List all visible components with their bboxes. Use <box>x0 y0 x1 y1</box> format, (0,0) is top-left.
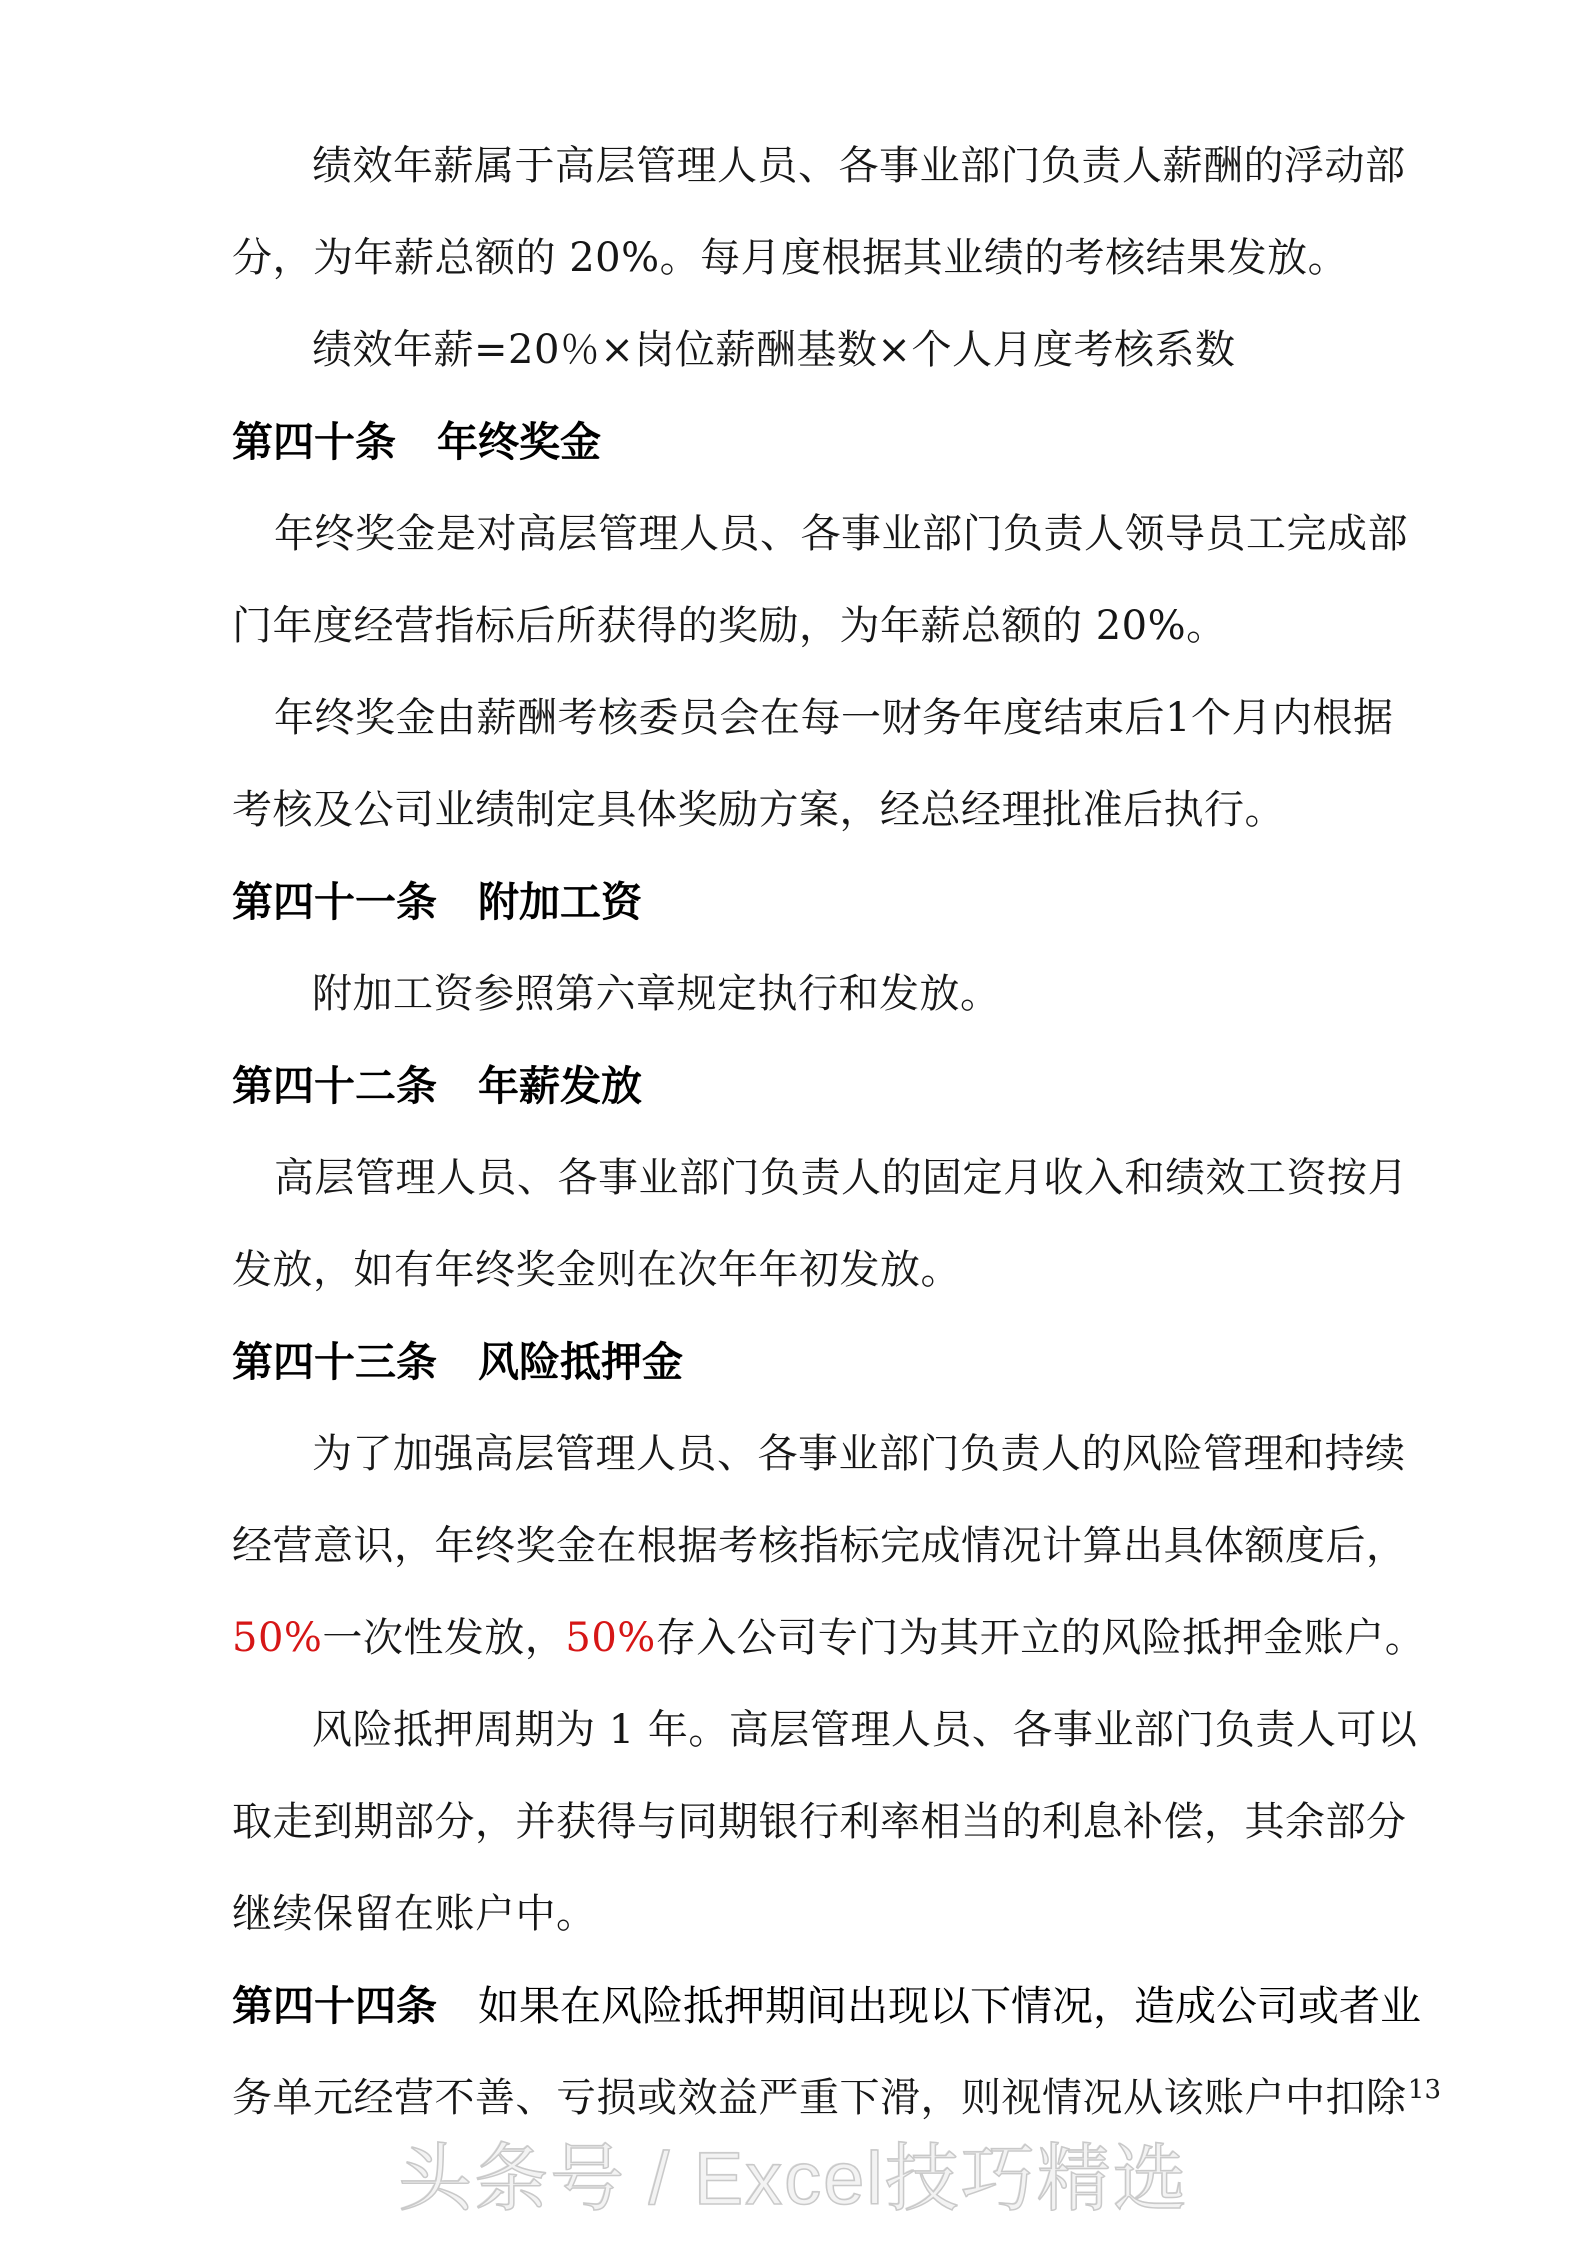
article-44-heading-prefix: 第四十四条 <box>232 1982 437 2030</box>
paragraph-line: 取走到期部分，并获得与同期银行利率相当的利息补偿，其余部分 <box>232 1799 1407 1845</box>
article-42-heading: 第四十二条 年薪发放 <box>232 1062 642 1110</box>
paragraph-line: 为了加强高层管理人员、各事业部门负责人的风险管理和持续 <box>312 1431 1406 1477</box>
paragraph-line: 附加工资参照第六章规定执行和发放。 <box>312 971 1001 1017</box>
article-42 <box>232 1040 1408 1316</box>
formula-line: 绩效年薪=20％×岗位薪酬基数×个人月度考核系数 <box>312 327 1236 373</box>
article-43 <box>232 1316 1426 1960</box>
paragraph-line: 经营意识，年终奖金在根据考核指标完成情况计算出具体额度后， <box>232 1523 1407 1569</box>
article-41-heading: 第四十一条 附加工资 <box>232 878 642 926</box>
article-40-heading: 第四十条 年终奖金 <box>232 418 601 466</box>
percent-highlight-first: 50% <box>232 1615 323 1661</box>
paragraph-line: 务单元经营不善、亏损或效益严重下滑，则视情况从该账户中扣除 <box>232 2075 1407 2121</box>
paragraph-line: 门年度经营指标后所获得的奖励，为年薪总额的 20%。 <box>232 603 1227 649</box>
formula-performance-salary <box>232 304 1352 396</box>
watermark: 头条号 / Excel技巧精选 <box>398 2137 1189 2220</box>
paragraph-line-segment: 一次性发放， <box>322 1615 566 1661</box>
percent-highlight-second: 50% <box>565 1615 656 1661</box>
paragraph-line: 分，为年薪总额的 20%。每月度根据其业绩的考核结果发放。 <box>232 235 1349 281</box>
article-40 <box>232 396 1408 856</box>
article-44-heading-rest: 如果在风险抵押期间出现以下情况，造成公司或者业 <box>437 1982 1421 2030</box>
paragraph-line: 继续保留在账户中。 <box>232 1891 597 1937</box>
paragraph-line-with-highlight <box>232 1592 1426 1684</box>
article-41 <box>232 856 1352 1040</box>
paragraph-line: 风险抵押周期为 1 年。高层管理人员、各事业部门负责人可以 <box>312 1707 1418 1753</box>
article-44-heading <box>232 1960 1421 2052</box>
paragraph-line-segment: 存入公司专门为其开立的风险抵押金账户。 <box>655 1615 1426 1661</box>
article-43-heading: 第四十三条 风险抵押金 <box>232 1338 683 1386</box>
paragraph-line: 年终奖金由薪酬考核委员会在每一财务年度结束后1个月内根据 <box>274 695 1394 741</box>
paragraph-line: 年终奖金是对高层管理人员、各事业部门负责人领导员工完成部 <box>274 511 1408 557</box>
paragraph-performance-salary <box>232 120 1406 304</box>
article-44 <box>232 1960 1421 2144</box>
page-number: 13 <box>1407 2075 1441 2105</box>
paragraph-line: 考核及公司业绩制定具体奖励方案，经总经理批准后执行。 <box>232 787 1285 833</box>
paragraph-line: 发放，如有年终奖金则在次年年初发放。 <box>232 1247 961 1293</box>
paragraph-line: 绩效年薪属于高层管理人员、各事业部门负责人薪酬的浮动部 <box>312 143 1406 189</box>
paragraph-line: 高层管理人员、各事业部门负责人的固定月收入和绩效工资按月 <box>274 1155 1408 1201</box>
